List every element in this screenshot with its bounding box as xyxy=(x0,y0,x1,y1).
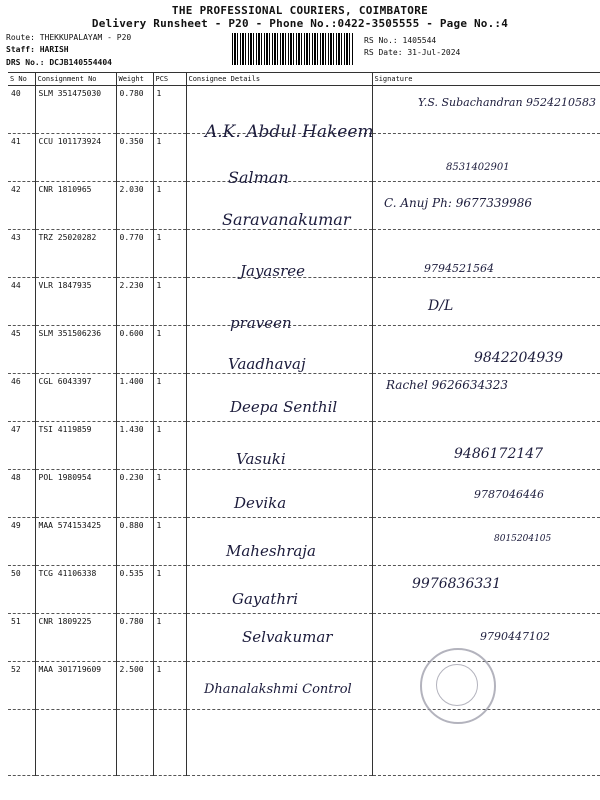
consignment-number: CNR 1809225 xyxy=(35,614,116,662)
empty-cell xyxy=(153,710,186,776)
consignment-number: POL 1980954 xyxy=(35,470,116,518)
consignment-number: MAA 574153425 xyxy=(35,518,116,566)
handwritten-signature: 8015204105 xyxy=(494,534,552,544)
rs-number: RS No.: 1405544 xyxy=(364,36,437,45)
weight-value: 0.350 xyxy=(116,134,153,182)
column-header: Weight xyxy=(116,73,153,86)
serial-number: 52 xyxy=(8,662,35,710)
pcs-value: 1 xyxy=(153,134,186,182)
consignment-number: CGL 6043397 xyxy=(35,374,116,422)
weight-value: 0.780 xyxy=(116,614,153,662)
column-header: Consignment No xyxy=(35,73,116,86)
handwritten-signature: Rachel 9626634323 xyxy=(386,378,509,392)
weight-value: 0.230 xyxy=(116,470,153,518)
handwritten-consignee: Salman xyxy=(228,168,289,187)
handwritten-signature: 9794521564 xyxy=(424,262,494,275)
handwritten-consignee: Vasuki xyxy=(236,450,286,468)
consignment-number: TSI 4119859 xyxy=(35,422,116,470)
handwritten-signature: 8531402901 xyxy=(446,162,510,173)
pcs-value: 1 xyxy=(153,182,186,230)
signature-cell xyxy=(372,134,600,182)
serial-number: 41 xyxy=(8,134,35,182)
consignment-number: CNR 1810965 xyxy=(35,182,116,230)
handwritten-consignee: Gayathri xyxy=(232,590,298,608)
empty-cell xyxy=(35,710,116,776)
handwritten-consignee: Selvakumar xyxy=(242,628,333,646)
consignment-number: SLM 351506236 xyxy=(35,326,116,374)
serial-number: 51 xyxy=(8,614,35,662)
table-header xyxy=(8,73,600,86)
empty-cell xyxy=(116,710,153,776)
weight-value: 0.770 xyxy=(116,230,153,278)
serial-number: 47 xyxy=(8,422,35,470)
handwritten-consignee: Deepa Senthil xyxy=(230,398,338,416)
handwritten-signature: 9787046446 xyxy=(474,488,544,501)
handwritten-signature: 9790447102 xyxy=(480,630,550,643)
handwritten-signature: 9486172147 xyxy=(454,446,544,462)
handwritten-signature: 9842204939 xyxy=(474,350,564,366)
pcs-value: 1 xyxy=(153,518,186,566)
drs-number: DRS No.: DCJB140554404 xyxy=(6,58,112,67)
consignment-number: VLR 1847935 xyxy=(35,278,116,326)
barcode xyxy=(232,33,354,65)
empty-cell xyxy=(186,710,372,776)
handwritten-consignee: praveen xyxy=(230,314,292,332)
pcs-value: 1 xyxy=(153,326,186,374)
handwritten-consignee: Jayasree xyxy=(240,262,305,280)
handwritten-signature: C. Anuj Ph: 9677339986 xyxy=(384,196,533,210)
empty-cell xyxy=(372,710,600,776)
weight-value: 2.230 xyxy=(116,278,153,326)
serial-number: 49 xyxy=(8,518,35,566)
company-stamp xyxy=(420,648,496,724)
route-label: Route: THEKKUPALAYAM - P20 xyxy=(6,33,132,42)
table-row xyxy=(8,566,600,614)
signature-cell xyxy=(372,278,600,326)
weight-value: 2.500 xyxy=(116,662,153,710)
serial-number: 50 xyxy=(8,566,35,614)
pcs-value: 1 xyxy=(153,662,186,710)
table-row xyxy=(8,278,600,326)
serial-number: 44 xyxy=(8,278,35,326)
handwritten-signature: Y.S. Subachandran 9524210583 xyxy=(418,96,597,109)
serial-number: 43 xyxy=(8,230,35,278)
handwritten-signature: 9976836331 xyxy=(412,576,502,592)
serial-number: 40 xyxy=(8,86,35,134)
consignment-number: TRZ 25020282 xyxy=(35,230,116,278)
serial-number: 42 xyxy=(8,182,35,230)
signature-cell xyxy=(372,518,600,566)
column-header: Signature xyxy=(372,73,600,86)
serial-number: 48 xyxy=(8,470,35,518)
handwritten-consignee: Dhanalakshmi Control xyxy=(204,682,352,697)
consignment-number: CCU 101173924 xyxy=(35,134,116,182)
pcs-value: 1 xyxy=(153,422,186,470)
serial-number: 46 xyxy=(8,374,35,422)
pcs-value: 1 xyxy=(153,566,186,614)
runsheet-title: Delivery Runsheet - P20 - Phone No.:0422-3505555 - Page No.:4 xyxy=(91,17,509,30)
consignment-number: TCG 41106338 xyxy=(35,566,116,614)
pcs-value: 1 xyxy=(153,86,186,134)
handwritten-consignee: Vaadhavaj xyxy=(228,355,306,373)
handwritten-consignee: A.K. Abdul Hakeem xyxy=(205,122,374,142)
pcs-value: 1 xyxy=(153,614,186,662)
column-header: PCS xyxy=(153,73,186,86)
rs-date: RS Date: 31-Jul-2024 xyxy=(364,48,461,57)
handwritten-consignee: Devika xyxy=(234,494,287,512)
column-header: Consignee Details xyxy=(186,73,372,86)
handwritten-consignee: Saravanakumar xyxy=(222,210,351,229)
consignment-number: MAA 301719609 xyxy=(35,662,116,710)
pcs-value: 1 xyxy=(153,470,186,518)
weight-value: 0.535 xyxy=(116,566,153,614)
weight-value: 0.880 xyxy=(116,518,153,566)
handwritten-consignee: Maheshraja xyxy=(226,542,316,560)
serial-number: 45 xyxy=(8,326,35,374)
company-title: THE PROFESSIONAL COURIERS, COIMBATORE xyxy=(171,4,429,17)
pcs-value: 1 xyxy=(153,278,186,326)
weight-value: 1.400 xyxy=(116,374,153,422)
weight-value: 0.780 xyxy=(116,86,153,134)
weight-value: 0.600 xyxy=(116,326,153,374)
signature-cell xyxy=(372,86,600,134)
pcs-value: 1 xyxy=(153,230,186,278)
pcs-value: 1 xyxy=(153,374,186,422)
table-row-empty xyxy=(8,710,600,776)
weight-value: 1.430 xyxy=(116,422,153,470)
weight-value: 2.030 xyxy=(116,182,153,230)
delivery-table xyxy=(8,72,600,776)
consignment-number: SLM 351475030 xyxy=(35,86,116,134)
column-header: S No xyxy=(8,73,35,86)
staff-label: Staff: HARISH xyxy=(6,45,69,54)
handwritten-signature: D/L xyxy=(428,298,454,314)
empty-cell xyxy=(8,710,35,776)
